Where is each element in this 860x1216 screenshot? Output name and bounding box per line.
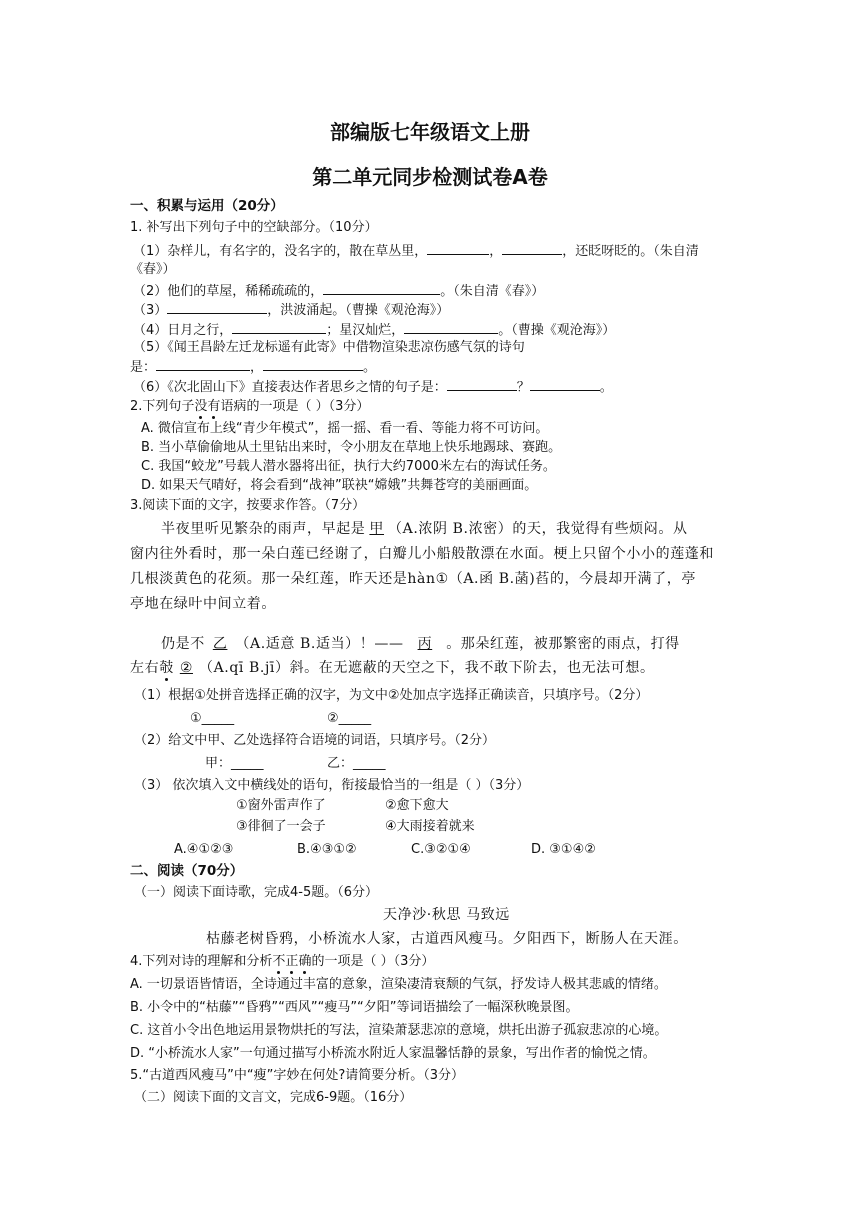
q2-option-b: B. 当小草偷偷地从土里钻出来时，令小朋友在草地上快乐地踢球、赛跑。 (141, 440, 562, 455)
exam-title: 部编版七年级语文上册 (330, 120, 530, 144)
q3-sub-3-option-d: D. ③①④② (531, 842, 596, 857)
section-2-heading: 二、阅读（70分） (130, 863, 244, 879)
passage-line-4: 亭地在绿叶中间立着。 (130, 596, 276, 612)
q1-item-5-answer: 是： ， 。 (130, 357, 376, 377)
blank[interactable] (323, 281, 440, 295)
q3-sub-1: （1）根据①处拼音选择正确的汉字，为文中②处加点字选择正确读音，只填序号。（2分） (134, 688, 649, 703)
q3-sub-1-blank-a[interactable]: ①_____ (190, 711, 235, 726)
q4-option-d: D. “小桥流水人家”一句通过描写小桥流水附近人家温馨恬静的景象，写出作者的愉悦之情。 (130, 1046, 656, 1061)
section-1-heading: 一、积累与运用（20分） (130, 198, 284, 214)
q4-option-b: B. 小令中的“枯藤”“昏鸦”“西风”“瘦马”“夕阳”等词语描绘了一幅深秋晚景图。 (130, 1000, 579, 1015)
q3-sub-3: （3） 依次填入文中横线处的语句，衔接最恰当的一组是（ ）（3分） (134, 778, 530, 793)
passage-line-1: 半夜里听见繁杂的雨声，早起是 甲 （A.浓阴 B.浓密）的天，我觉得有些烦闷。从 (161, 521, 688, 537)
blank[interactable] (404, 320, 498, 334)
q3-sub-2: （2）给文中甲、乙处选择符合语境的词语，只填序号。（2分） (134, 733, 496, 748)
passage-line-3: 几根淡黄色的花须。那一朵红莲，昨天还是hàn①（A.函 B.菡)萏的，今晨却开满了，亭 (130, 571, 696, 587)
q2-option-d: D. 如果天气晴好，将会看到“战神”联袂“嫦娥”共舞苍穹的美丽画面。 (141, 478, 538, 493)
passage-line-2: 窗内往外看时，那一朵白莲已经谢了，白瓣儿小船般散漂在水面。梗上只留个小小的莲蓬和 (130, 546, 714, 562)
q3-sub-3-option-a: A.④①②③ (174, 842, 234, 857)
blank[interactable] (167, 300, 267, 314)
q3-sub-1-blank-b[interactable]: ②_____ (327, 711, 372, 726)
q3-sub-3-option-c: C.③②①④ (411, 842, 471, 857)
q3-sub-3-item-2: ②愈下愈大 (385, 798, 449, 813)
q3-sub-2-blank-a[interactable]: 甲：_____ (205, 756, 264, 771)
q1-item-5: （5）《闻王昌龄左迁龙标遥有此寄》中借物渲染悲凉伤感气氛的诗句 (133, 340, 525, 355)
q1-item-6: （6）《次北固山下》直接表达作者思乡之情的句子是： ？ 。 (133, 377, 613, 397)
blank[interactable] (502, 241, 562, 255)
question-5-prompt: 5.“古道西风瘦马”中“瘦”字妙在何处?请简要分析。（3分） (130, 1068, 465, 1083)
passage-line-6: 左右攲 ② （A.qī B.jī）斜。在无遮蔽的天空之下，我不敢下阶去，也无法可想。 (130, 660, 655, 676)
q4-option-c: C. 这首小令出色地运用景物烘托的写法，渲染萧瑟悲凉的意境，烘托出游子孤寂悲凉的心境。 (130, 1023, 668, 1038)
q3-sub-3-item-3: ③徘徊了一会子 (236, 819, 326, 834)
q2-option-c: C. 我国“蛟龙”号载人潜水器将出征，执行大约7000米左右的海试任务。 (141, 459, 556, 474)
question-3-prompt: 3.阅读下面的文字，按要求作答。（7分） (130, 498, 366, 513)
q1-item-1-source: 《春》） (130, 262, 176, 277)
question-4-prompt: 4.下列对诗的理解和分析不正确的一项是（ ）（3分） (130, 954, 435, 969)
q3-sub-3-item-1: ①窗外雷声作了 (236, 798, 326, 813)
blank[interactable] (447, 377, 517, 391)
q1-item-1: （1）杂样儿，有名字的，没名字的，散在草丛里， ， ，还眨呀眨的。（朱自清 (133, 241, 699, 261)
reading-2-prompt: （二）阅读下面的文言文，完成6-9题。（16分） (134, 1090, 413, 1105)
q3-sub-2-blank-b[interactable]: 乙：_____ (327, 756, 386, 771)
poem-text: 枯藤老树昏鸦，小桥流水人家，古道西风瘦马。夕阳西下，断肠人在天涯。 (206, 931, 688, 947)
q3-sub-3-item-4: ④大雨接着就来 (385, 819, 475, 834)
passage-line-5: 仍是不 乙 （A.适意 B.适当）！—— 丙 。那朵红莲，被那繁密的雨点，打得 (161, 636, 680, 652)
q1-item-3: （3） ，洪波涌起。（曹操《观沧海》） (133, 300, 449, 320)
q2-option-a: A. 微信宣布上线“青少年模式”，摇一摇、看一看、等能力将不可访问。 (141, 421, 549, 436)
blank[interactable] (530, 377, 600, 391)
q4-option-a: A. 一切景语皆情语，全诗通过丰富的意象，渲染凄清衰颓的气氛，抒发诗人极其悲戚的情绪。 (130, 977, 667, 992)
question-1-prompt: 1. 补写出下列句子中的空缺部分。（10分） (130, 220, 378, 235)
q1-item-4: （4）日月之行， ；星汉灿烂， 。（曹操《观沧海》） (133, 320, 615, 340)
exam-subtitle: 第二单元同步检测试卷A卷 (312, 165, 548, 189)
blank[interactable] (427, 241, 489, 255)
question-2-prompt: 2.下列句子没有语病的一项是（ ）（3分） (130, 399, 370, 414)
poem-title: 天净沙·秋思 马致远 (383, 907, 510, 923)
q3-sub-3-option-b: B.④③①② (297, 842, 357, 857)
blank[interactable] (232, 320, 326, 334)
q1-item-2: （2）他们的草屋，稀稀疏疏的， 。（朱自清《春》） (133, 281, 544, 301)
blank[interactable] (156, 357, 250, 371)
reading-1-prompt: （一）阅读下面诗歌，完成4-5题。（6分） (134, 885, 379, 900)
blank[interactable] (263, 357, 363, 371)
